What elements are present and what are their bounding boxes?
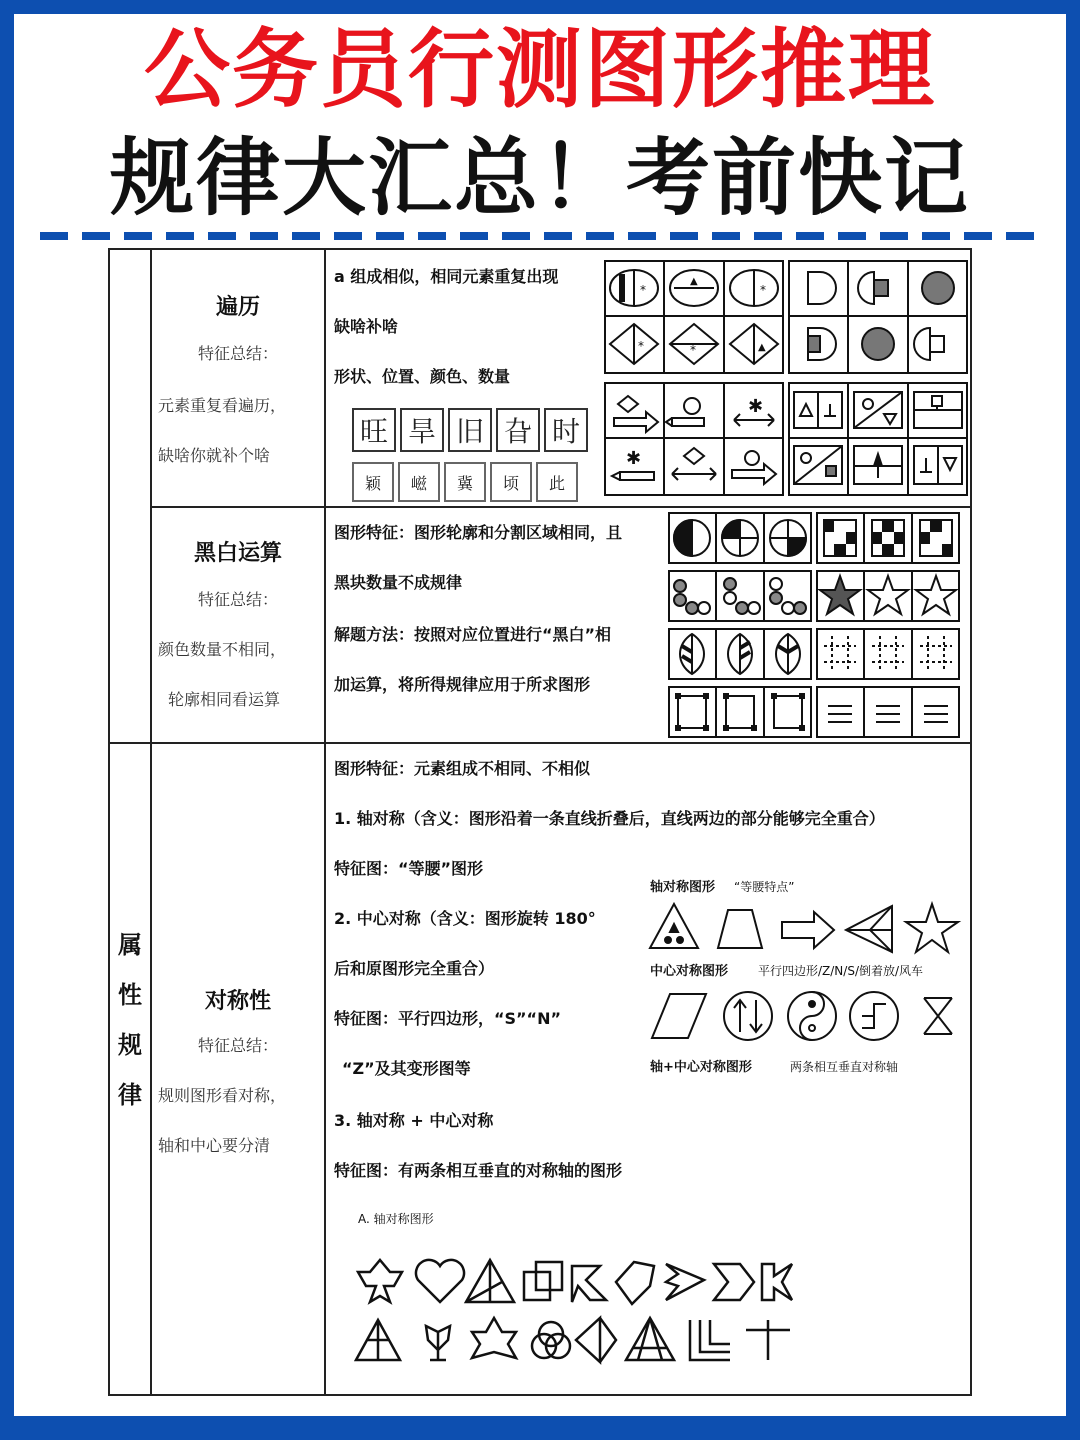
category-char: 性 xyxy=(118,981,142,1009)
category-char: 属 xyxy=(118,931,142,959)
desc-line: 特征图：“等腰”图形 xyxy=(334,859,484,878)
char-cell: 嵫 xyxy=(398,462,440,502)
summary-label: 特征总结： xyxy=(197,344,278,363)
char-cell: 时 xyxy=(544,408,588,452)
desc-line: 3. 轴对称 + 中心对称 xyxy=(334,1111,494,1130)
desc-line: 图形特征：元素组成不相同、不相似 xyxy=(334,759,591,778)
center-symmetry-label: 中心对称图形 xyxy=(650,964,729,979)
char-example-row-large xyxy=(352,408,592,452)
page-title: 公务员行测图形推理 xyxy=(144,20,936,120)
desc-line: 特征图：有两条相互垂直的对称轴的图形 xyxy=(334,1161,623,1180)
category-char: 律 xyxy=(118,1081,142,1109)
summary-label: 特征总结： xyxy=(197,590,278,609)
summary-line: 元素重复看遍历， xyxy=(158,396,287,415)
desc-line: “Z”及其变形图等 xyxy=(342,1059,471,1078)
rules-table xyxy=(108,248,972,1396)
blackwhite-figures-left xyxy=(668,512,812,738)
traverse-shape-grid-4 xyxy=(788,382,968,496)
center-symmetry-figures xyxy=(648,986,964,1050)
svg-text:*: * xyxy=(638,339,644,353)
summary-line: 轮廓相同看运算 xyxy=(168,690,281,709)
char-cell: 旮 xyxy=(496,408,540,452)
summary-line: 轴和中心要分清 xyxy=(158,1136,271,1155)
svg-text:▲: ▲ xyxy=(690,276,698,287)
col-divider-1 xyxy=(150,250,152,1394)
axis-symmetry-figures xyxy=(648,900,964,960)
svg-text:▲: ▲ xyxy=(758,342,766,353)
desc-line: 形状、位置、颜色、数量 xyxy=(334,367,511,386)
page-subtitle: 规律大汇总！考前快记 xyxy=(109,129,970,227)
char-cell: 此 xyxy=(536,462,578,502)
spacer xyxy=(648,1078,948,1088)
summary-line: 颜色数量不相同， xyxy=(158,640,287,659)
section-title-blackwhite: 黑白运算 xyxy=(193,541,282,566)
desc-line: 图形特征：图形轮廓和分割区域相同，且 xyxy=(334,523,623,542)
center-symmetry-note: 平行四边形/Z/N/S/倒着放/风车 xyxy=(758,964,924,978)
section-title-symmetry: 对称性 xyxy=(204,989,271,1014)
svg-text:✱: ✱ xyxy=(626,448,642,469)
desc-line: 1. 轴对称（含义：图形沿着一条直线折叠后，直线两边的部分能够完全重合） xyxy=(334,809,885,828)
summary-line: 缺啥你就补个啥 xyxy=(158,446,271,465)
char-cell: 顷 xyxy=(490,462,532,502)
traverse-shape-grid-1 xyxy=(604,260,784,374)
desc-line: 解题方法：按照对应位置进行“黑白”相 xyxy=(334,625,612,644)
svg-text:*: * xyxy=(690,343,696,357)
col-divider-2 xyxy=(324,250,326,1394)
char-cell: 旱 xyxy=(400,408,444,452)
desc-line: 特征图：平行四边形，“S”“N” xyxy=(334,1009,561,1028)
traverse-shape-grid-3 xyxy=(604,382,784,496)
summary-line: 规则图形看对称， xyxy=(158,1086,287,1105)
desc-line: 后和原图形完全重合） xyxy=(334,959,495,978)
traverse-shape-grid-2 xyxy=(788,260,968,374)
svg-text:*: * xyxy=(640,283,646,297)
svg-text:✱: ✱ xyxy=(748,396,764,417)
blackwhite-figures-right xyxy=(816,512,960,738)
char-cell: 旺 xyxy=(352,408,396,452)
dashed-divider xyxy=(40,232,1040,240)
desc-line: 黑块数量不成规律 xyxy=(334,573,463,592)
char-cell: 冀 xyxy=(444,462,486,502)
section-title-traverse: 遍历 xyxy=(215,295,260,320)
example-label: A. 轴对称图形 xyxy=(358,1212,434,1226)
axis-center-symmetry-label: 轴+中心对称图形 xyxy=(650,1060,752,1075)
desc-line: 加运算，将所得规律应用于所求图形 xyxy=(334,675,591,694)
desc-line: 2. 中心对称（含义：图形旋转 180° xyxy=(334,909,596,928)
svg-text:*: * xyxy=(760,283,766,297)
row-divider-1 xyxy=(150,506,970,508)
char-cell: 颖 xyxy=(352,462,394,502)
category-char: 规 xyxy=(118,1031,142,1059)
axis-center-symmetry-note: 两条相互垂直对称轴 xyxy=(790,1060,899,1074)
summary-label: 特征总结： xyxy=(197,1036,278,1055)
axis-symmetry-note: “等腰特点” xyxy=(734,880,795,894)
char-cell: 旧 xyxy=(448,408,492,452)
row-divider-2 xyxy=(110,742,970,744)
desc-line: 缺啥补啥 xyxy=(334,317,399,336)
desc-line: a 组成相似，相同元素重复出现 xyxy=(334,267,559,286)
axis-symmetry-label: 轴对称图形 xyxy=(650,880,716,895)
char-example-row-small xyxy=(352,462,582,502)
axis-symmetry-examples xyxy=(354,1256,824,1376)
